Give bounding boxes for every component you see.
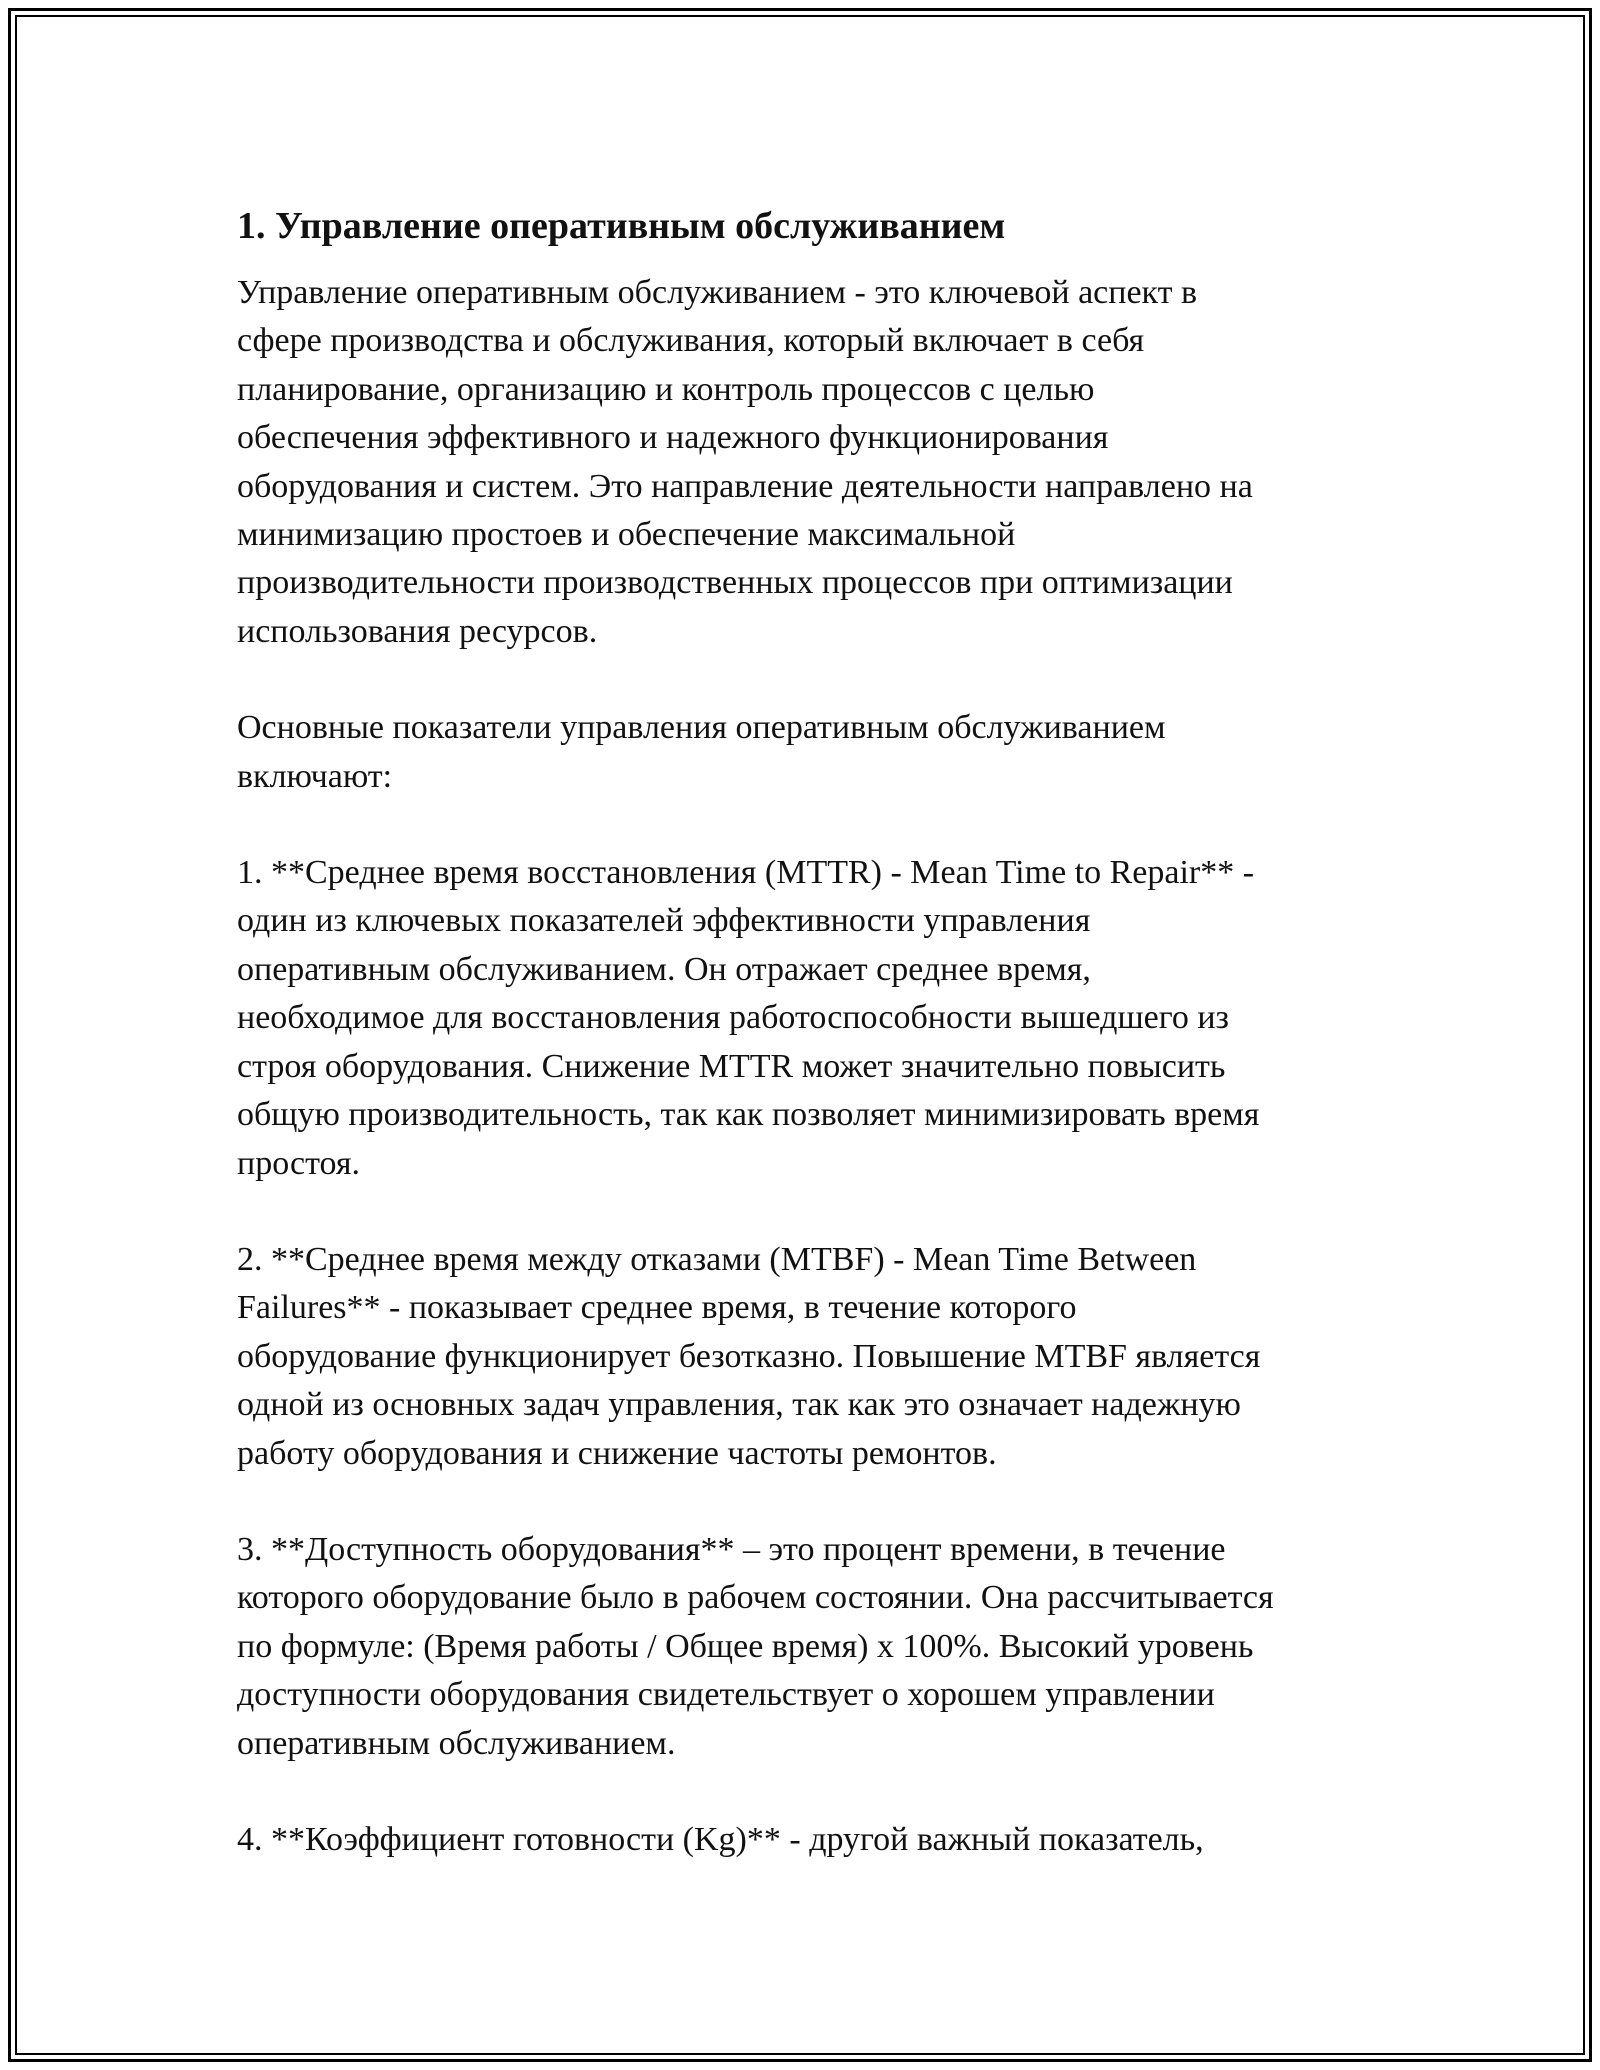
intro-paragraph: Управление оперативным обслуживанием - это ключевой аспект в сфере производства и обслуживания, который включает в себя планирование, организацию и контроль процессов с целью обеспечения эффективного и надежного функционирования оборудования и систем. Это направление деятельности направлено на минимизацию простоев и обеспечение максимальной производительности производственных процессов при оптимизации использования ресурсов. <box>237 274 1253 650</box>
list-item-availability: 3. **Доступность оборудования** – это процент времени, в течение которого оборудование было в рабочем состоянии. Она рассчитывается по формуле: (Время работы / Общее время) x 100%. Высокий уровень доступности оборудования свидетельствует о хорошем управлении оперативным обслуживанием. <box>237 1530 1274 1762</box>
page-frame <box>8 8 1592 2062</box>
indicators-intro-paragraph: Основные показатели управления оперативным обслуживанием включают: <box>237 709 1166 795</box>
document-body <box>237 201 1397 1912</box>
list-item-readiness-coefficient: 4. **Коэффициент готовности (Kg)** - другой важный показатель, <box>237 1820 1204 1858</box>
section-heading: 1. Управление оперативным обслуживанием <box>237 205 1006 247</box>
list-item-mttr: 1. **Среднее время восстановления (MTTR) - Mean Time to Repair** - один из ключевых показателей эффективности управления оперативным обслуживанием. Он отражает среднее время, необходимое для восстановления работоспособности вышедшего из строя оборудования. Снижение MTTR может значительно повысить общую производительность, так как позволяет минимизировать время простоя. <box>237 854 1260 1182</box>
list-item-mtbf: 2. **Среднее время между отказами (MTBF) - Mean Time Between Failures** - показывает среднее время, в течение которого оборудование функционирует безотказно. Повышение MTBF является одной из основных задач управления, так как это означает надежную работу оборудования и снижение частоты ремонтов. <box>237 1240 1261 1472</box>
